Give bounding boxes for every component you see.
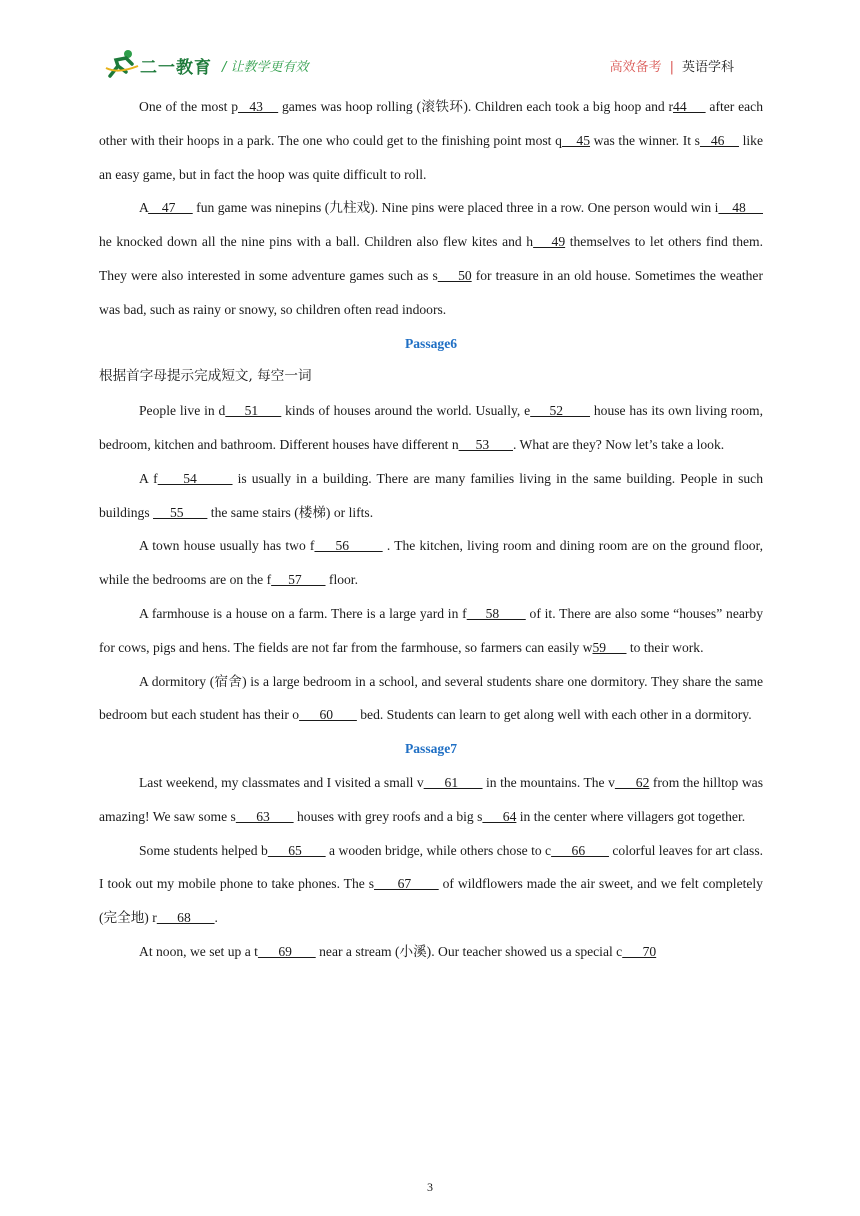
header-right — [610, 56, 734, 75]
answer-blank[interactable]: 54 — [157, 470, 233, 486]
answer-blank[interactable]: 61 — [423, 774, 483, 790]
answer-blank[interactable]: 63 — [235, 808, 294, 824]
header-separator: | — [669, 60, 674, 75]
paragraph: A farmhouse is a house on a farm. There is a large yard in f 58 of it. There are also some “houses” nearby for cows, pigs and hens. The fields are not far from the farmhouse, so farmers can easily w59 to their work. — [99, 605, 764, 655]
answer-blank[interactable]: 60 — [299, 707, 357, 723]
answer-blank[interactable]: 52 — [530, 403, 590, 419]
header-tag-subject: 英语学科 — [681, 60, 734, 75]
answer-blank[interactable]: 69 — [257, 943, 316, 959]
paragraph: Some students helped b 65 a wooden bridge, while others chose to c 66 colorful leaves for art class. I took out my mobile phone to take phones. The s 67 of wildflowers made the air sweet, and we felt completely (完全地) r 68 . — [99, 842, 764, 926]
paragraph: A dormitory (宿舍) is a large bedroom in a school, and several students share one dormitory. They share the same bedroom but each student has their o 60 bed. Students can learn to get along well with each other in a dormitory. — [99, 673, 763, 723]
runner-logo-icon — [104, 48, 140, 78]
answer-blank[interactable]: 50 — [437, 267, 472, 283]
answer-blank[interactable]: 55 — [153, 504, 208, 520]
answer-blank[interactable]: 56 — [314, 538, 383, 554]
paragraph: A 47 fun game was ninepins (九柱戏). Nine pins were placed three in a row. One person would win i 48 he knocked down all the nine pins with a ball. Children also flew kites and h 49 themselves to let others find them. They were also interested in some adventure games such as s 50 for treasure in an old house. Sometimes the weather was bad, such as rainy or snowy, so children often read indoors. — [99, 200, 764, 317]
answer-blank[interactable]: 67 — [374, 876, 439, 892]
answer-blank[interactable]: 58 — [466, 605, 526, 621]
answer-blank[interactable]: 49 — [533, 234, 566, 250]
answer-blank[interactable]: 68 — [156, 910, 215, 926]
document-body — [99, 90, 763, 969]
paragraph: At noon, we set up a t 69 near a stream (小溪). Our teacher showed us a special c 70 — [139, 943, 657, 959]
answer-blank[interactable]: 43 — [238, 99, 279, 114]
paragraph: Last weekend, my classmates and I visited a small v 61 in the mountains. The v 62 from the hilltop was amazing! We saw some s 63 houses with grey roofs and a big s 64 in the center where villagers got together. — [99, 774, 763, 824]
answer-blank[interactable]: 64 — [482, 808, 517, 824]
answer-blank[interactable]: 62 — [614, 774, 650, 790]
paragraph: A f 54 is usually in a building. There are many families living in the same building. People in such buildings 55 the same stairs (楼梯) or lifts. — [99, 470, 763, 520]
answer-blank[interactable]: 59 — [592, 639, 627, 655]
paragraph: People live in d 51 kinds of houses around the world. Usually, e 52 house has its own living room, bedroom, kitchen and bathroom. Different houses have different n 53 . What are they? Now let’s take a look. — [99, 403, 764, 452]
answer-blank[interactable]: 44 — [673, 99, 706, 114]
header-tag-exam: 高效备考 — [609, 60, 662, 75]
passage-title: Passage6 — [404, 335, 458, 351]
answer-blank[interactable]: 66 — [551, 842, 609, 858]
paragraph: A town house usually has two f 56 . The kitchen, living room and dining room are on the ground floor, while the bedrooms are on the f 57 floor. — [99, 538, 763, 588]
paragraph: One of the most p 43 games was hoop rolling (滚铁环). Children each took a big hoop and r44 after each other with their hoops in a park. The one who could get to the finishing point most q 45 was the winner. It s 46 like an easy game, but in fact the hoop was quite difficult to roll. — [99, 99, 764, 182]
answer-blank[interactable]: 48 — [718, 200, 763, 216]
passage-title: Passage7 — [404, 741, 458, 757]
answer-blank[interactable]: 70 — [622, 943, 657, 959]
instruction-text: 根据首字母提示完成短文, 每空一词 — [99, 368, 312, 385]
page-header — [0, 0, 860, 90]
answer-blank[interactable]: 47 — [148, 200, 193, 216]
brand-name: 二一教育 — [140, 58, 212, 78]
answer-blank[interactable]: 46 — [699, 132, 739, 148]
page-number: 3 — [427, 1180, 433, 1194]
answer-blank[interactable]: 57 — [271, 572, 326, 588]
answer-blank[interactable]: 51 — [225, 403, 282, 419]
answer-blank[interactable]: 53 — [458, 436, 513, 452]
answer-blank[interactable]: 65 — [267, 842, 326, 858]
brand-slogan: / 让教学更有效 — [222, 60, 309, 75]
answer-blank[interactable]: 45 — [561, 132, 591, 148]
